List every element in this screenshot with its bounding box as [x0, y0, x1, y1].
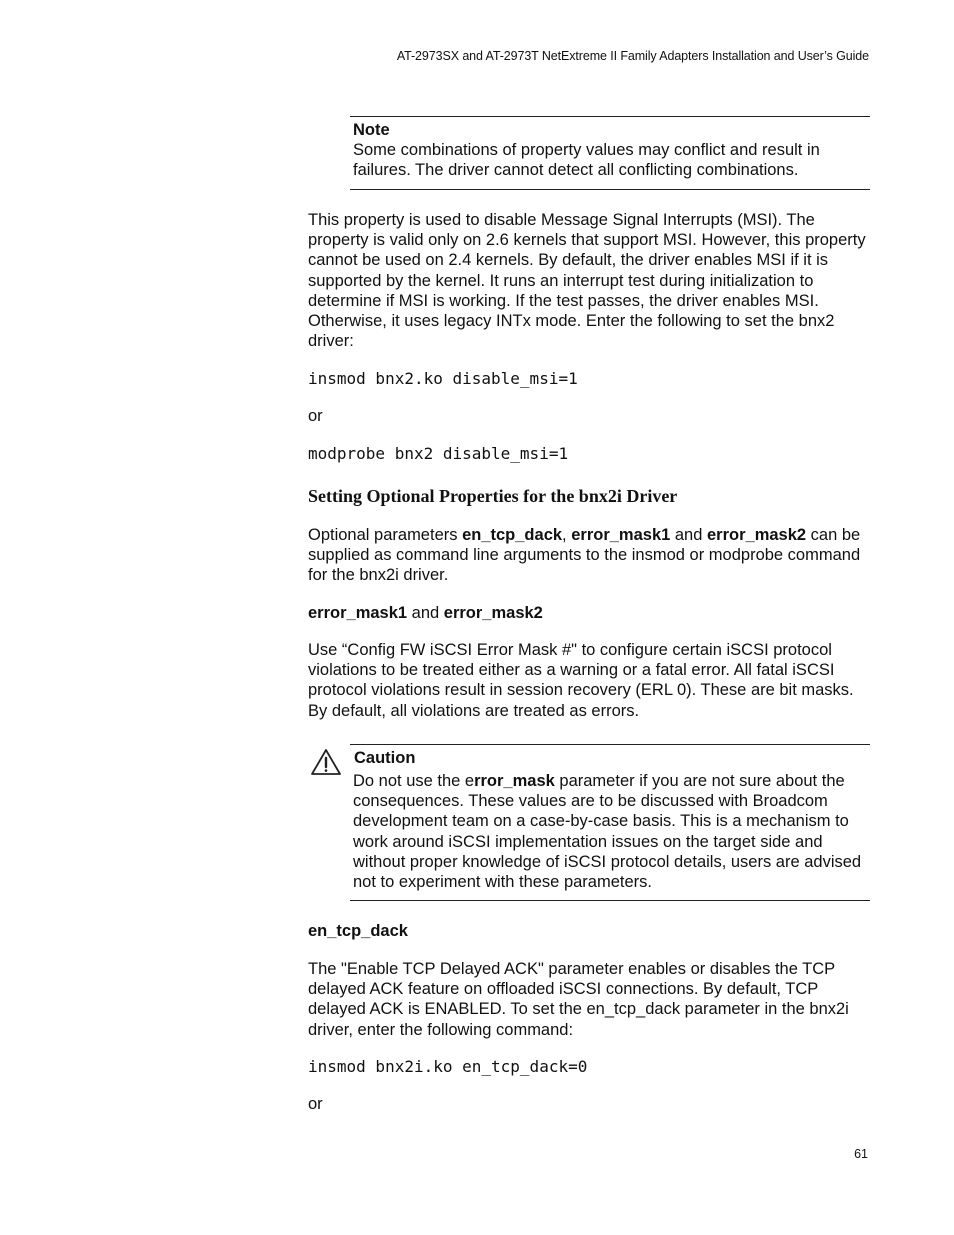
note-top-rule — [350, 116, 870, 117]
bnx2i-section-heading: Setting Optional Properties for the bnx2i Driver — [308, 486, 678, 506]
warning-triangle-icon — [310, 748, 342, 776]
caution-bottom-rule — [350, 900, 870, 901]
bnx2i-intro-paragraph: Optional parameters en_tcp_dack, error_mask1 and error_mask2 can be supplied as command line arguments to the insmod or modprobe command for the bnx2i driver. — [308, 526, 861, 585]
caution-text: Do not use the error_mask parameter if you are not sure about the consequences. These values are to be discussed with Broadcom development team on a case-by-case basis. This is a mechanism to work around iSCSI implementation issues on the target side and without proper knowledge of iSCSI protocol details, users are advised not to experiment with these parameters. — [353, 772, 862, 892]
msi-or-text: or — [308, 407, 323, 425]
page-header-title: AT-2973SX and AT-2973T NetExtreme II Family Adapters Installation and User’s Guide — [396, 49, 869, 63]
en-tcp-dack-insmod-command: insmod bnx2i.ko en_tcp_dack=0 — [308, 1057, 588, 1076]
en-tcp-dack-heading: en_tcp_dack — [308, 922, 408, 940]
page-number: 61 — [854, 1147, 868, 1161]
msi-modprobe-command: modprobe bnx2 disable_msi=1 — [308, 444, 569, 463]
en-tcp-dack-paragraph: The "Enable TCP Delayed ACK" parameter enables or disables the TCP delayed ACK feature on offloaded iSCSI connections. By default, TCP delayed ACK is ENABLED. To set the en_tcp_dack parameter in the bnx2i driver, enter the following command: — [308, 960, 849, 1039]
caution-label: Caution — [354, 749, 416, 767]
caution-top-rule — [350, 744, 870, 745]
msi-insmod-command: insmod bnx2.ko disable_msi=1 — [308, 369, 578, 388]
error-mask-paragraph: Use “Config FW iSCSI Error Mask #" to configure certain iSCSI protocol violations to be treated either as a warning or a fatal error. All fatal iSCSI protocol violations result in session recovery (ERL 0). These are bit masks. By default, all violations are treated as errors. — [308, 641, 854, 720]
note-label: Note — [353, 121, 390, 139]
msi-paragraph: This property is used to disable Message Signal Interrupts (MSI). The property is valid only on 2.6 kernels that support MSI. However, this property cannot be used on 2.4 kernels. By default, the driver enables MSI if it is supported by the kernel. It runs an interrupt test during initialization to determine if MSI is working. If the test passes, the driver enables MSI. Otherwise, it uses legacy INTx mode. Enter the following to set the bnx2 driver: — [308, 211, 866, 351]
en-tcp-dack-or-text: or — [308, 1095, 323, 1113]
error-mask-heading: error_mask1 and error_mask2 — [308, 604, 543, 622]
note-text: Some combinations of property values may conflict and result in failures. The driver cannot detect all conflicting combinations. — [353, 141, 820, 180]
note-bottom-rule — [350, 189, 870, 190]
